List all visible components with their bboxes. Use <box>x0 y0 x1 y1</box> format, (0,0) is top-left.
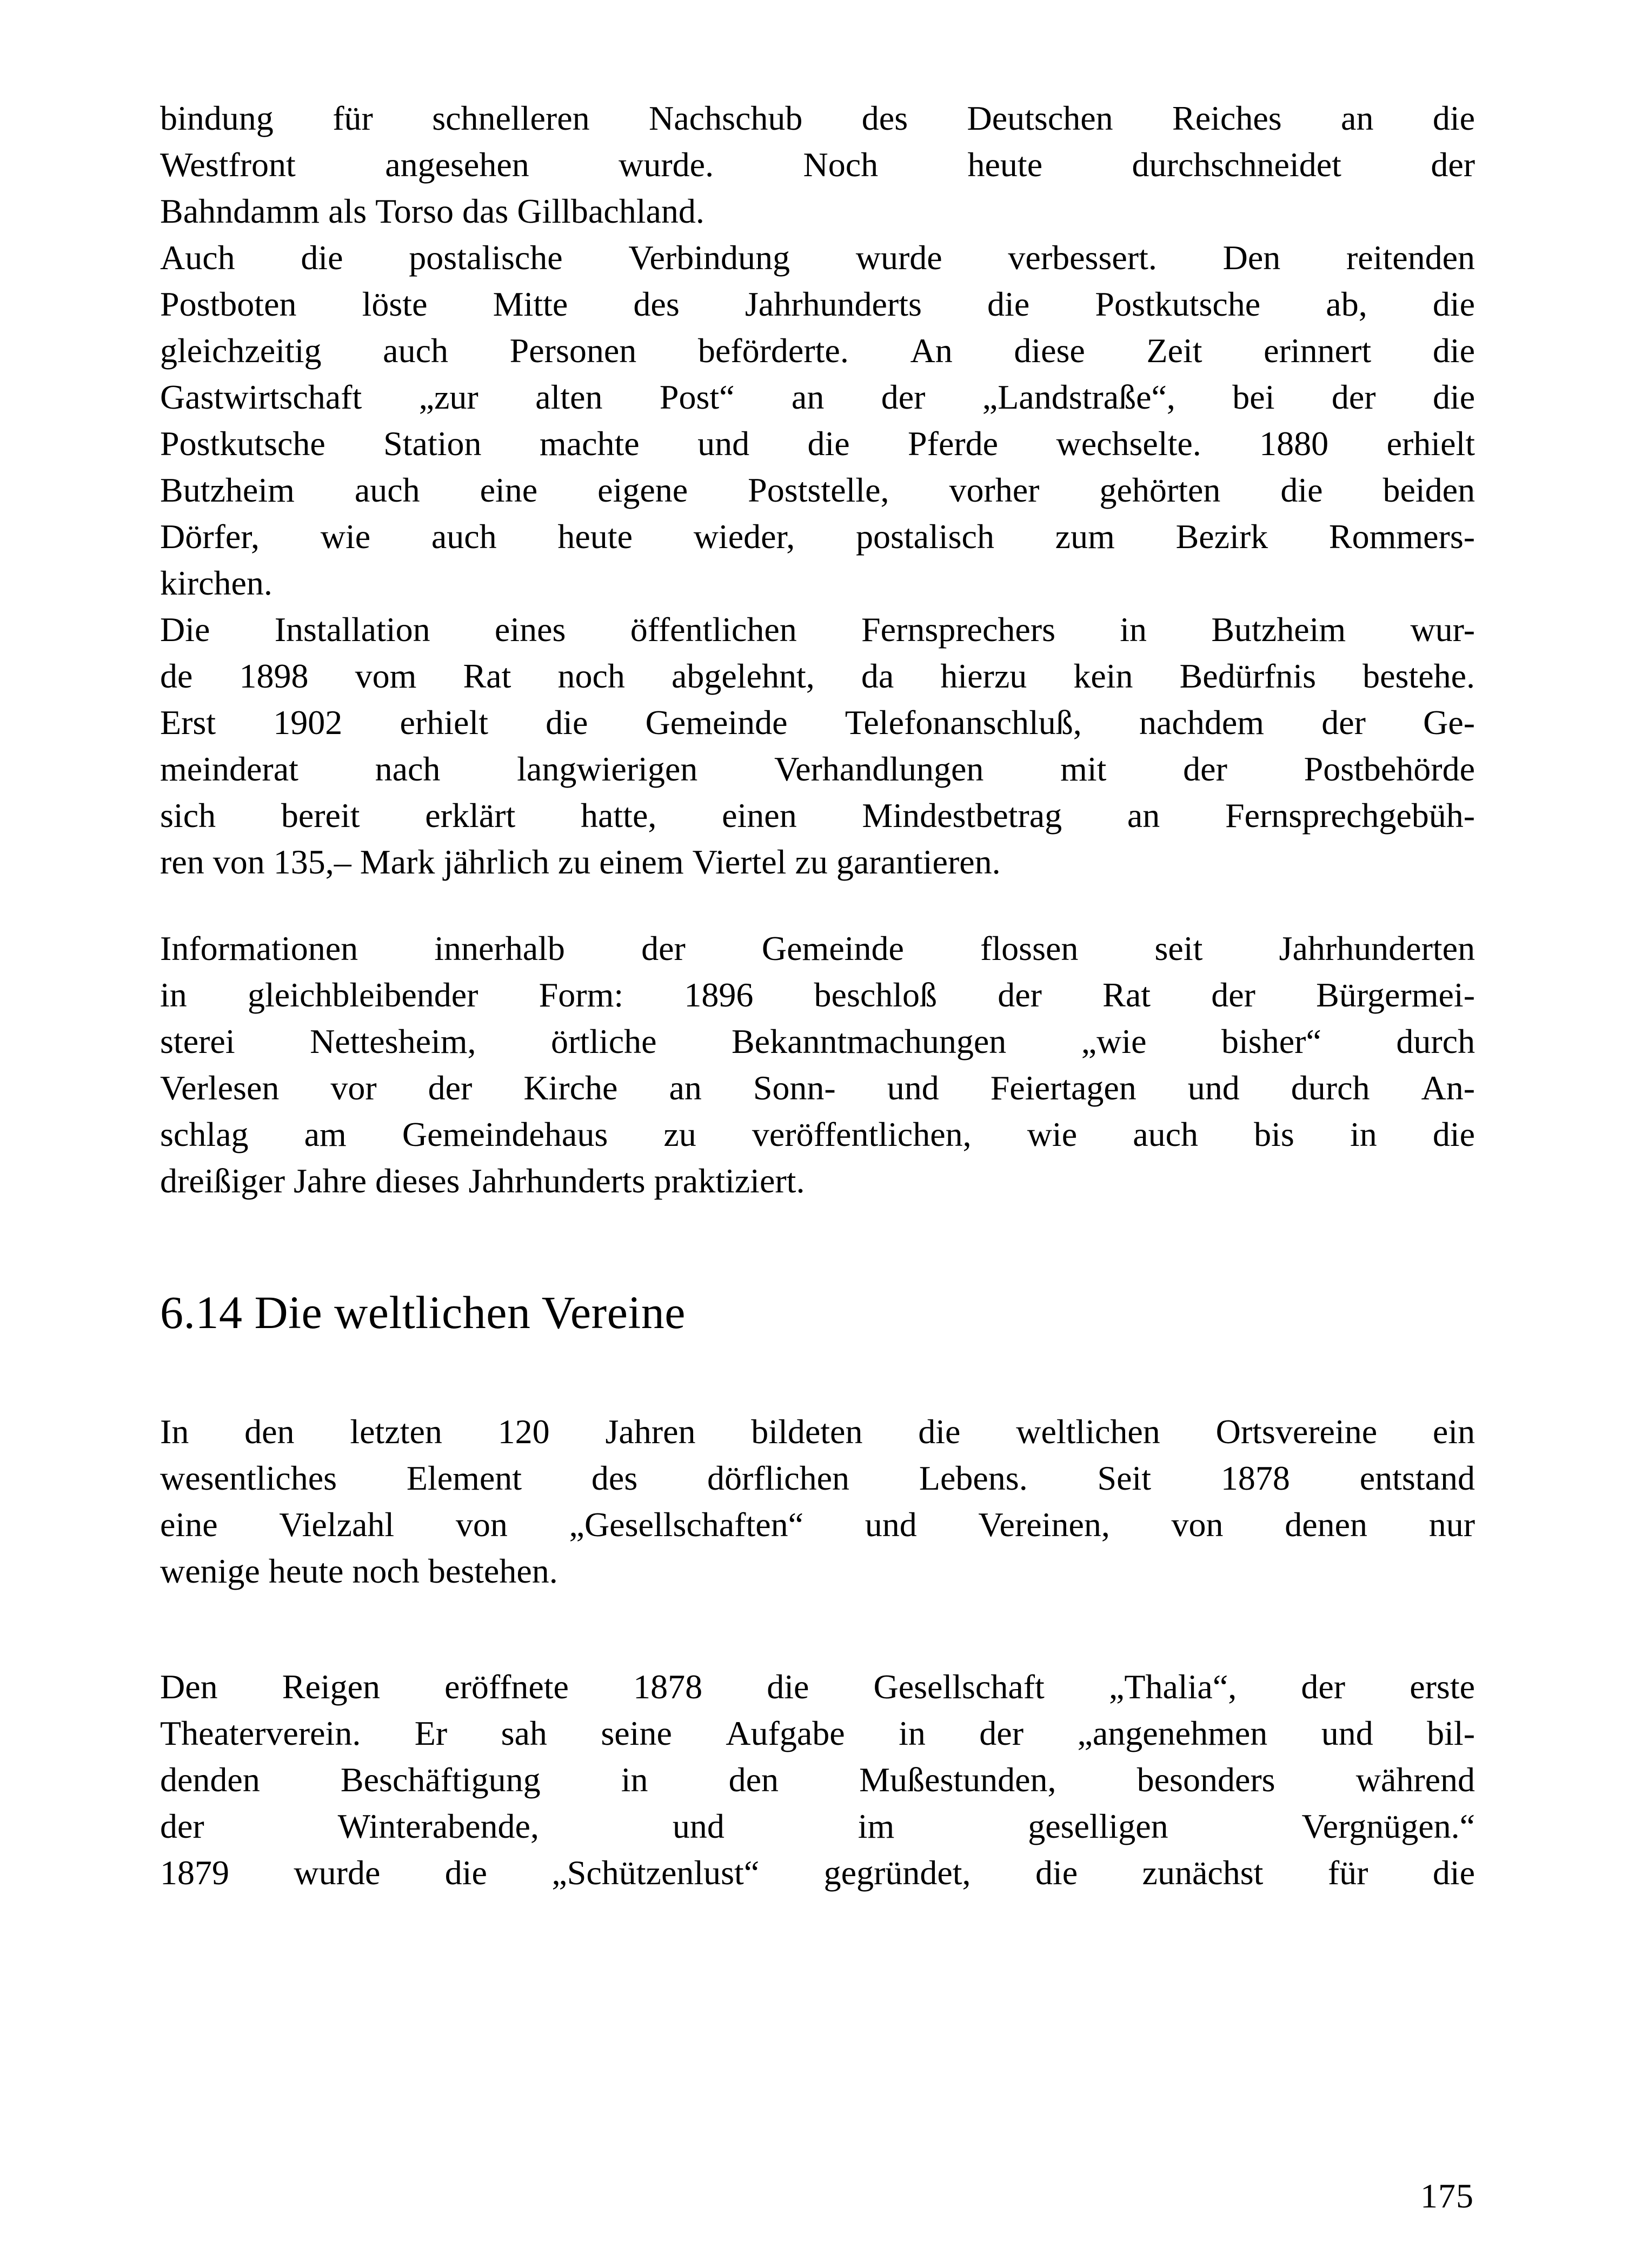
text-line: Auch die postalische Verbindung wurde verbessert. Den reitenden <box>160 238 1476 277</box>
text-line: Die Installation eines öffentlichen Fernsprechers in Butzheim wur- <box>160 610 1475 649</box>
text-line: schlag am Gemeindehaus zu veröffentlichen, wie auch bis in die <box>160 1115 1476 1153</box>
text-line: de 1898 vom Rat noch abgelehnt, da hierzu kein Bedürfnis bestehe. <box>160 657 1475 695</box>
text-line: gleichzeitig auch Personen beförderte. An diese Zeit erinnert die <box>160 331 1475 370</box>
text-line: sich bereit erklärt hatte, einen Mindestbetrag an Fernsprechgebüh- <box>160 796 1476 835</box>
text-line: ren von 135,– Mark jährlich zu einem Viertel zu garantieren. <box>160 843 1001 881</box>
text-line: Verlesen vor der Kirche an Sonn- und Feiertagen und durch An- <box>160 1069 1475 1107</box>
text-line: sterei Nettesheim, örtliche Bekanntmachungen „wie bisher“ durch <box>160 1022 1476 1060</box>
heading-spacer <box>160 1204 1475 1285</box>
body-text-column <box>160 95 1475 1896</box>
text-line: 1879 wurde die „Schützenlust“ gegründet, die zunächst für die <box>160 1853 1476 1892</box>
text-line: Erst 1902 erhielt die Gemeinde Telefonanschluß, nachdem der Ge- <box>160 703 1476 742</box>
page-number: 175 <box>1420 2177 1474 2215</box>
text-line: Butzheim auch eine eigene Poststelle, vorher gehörten die beiden <box>160 471 1476 509</box>
section-heading: 6.14 Die weltlichen Vereine <box>160 1286 686 1338</box>
text-line: dreißiger Jahre dieses Jahrhunderts praktiziert. <box>160 1162 805 1200</box>
text-line: in gleichbleibender Form: 1896 beschloß der Rat der Bürgermei- <box>160 976 1475 1014</box>
paragraph-4 <box>160 925 1475 1204</box>
paragraph-3 <box>160 606 1475 885</box>
paragraph-6 <box>160 1664 1475 1896</box>
text-line: Gastwirtschaft „zur alten Post“ an der „Landstraße“, bei der die <box>160 378 1476 416</box>
text-line: wenige heute noch bestehen. <box>160 1552 558 1590</box>
text-line: Westfront angesehen wurde. Noch heute durchschneidet der <box>160 145 1476 184</box>
text-line: eine Vielzahl von „Gesellschaften“ und Vereinen, von denen nur <box>160 1505 1475 1544</box>
text-line: denden Beschäftigung in den Mußestunden, besonders während <box>160 1760 1476 1799</box>
heading-spacer-below <box>160 1339 1475 1409</box>
paragraph-spacer <box>160 1595 1475 1664</box>
text-line: In den letzten 120 Jahren bildeten die weltlichen Ortsvereine ein <box>160 1412 1476 1451</box>
text-line: Theaterverein. Er sah seine Aufgabe in der „angenehmen und bil- <box>160 1714 1475 1752</box>
text-line: bindung für schnelleren Nachschub des Deutschen Reiches an die <box>160 99 1476 137</box>
paragraph-1 <box>160 95 1475 235</box>
text-line: Den Reigen eröffnete 1878 die Gesellschaft „Thalia“, der erste <box>160 1667 1475 1706</box>
paragraph-5 <box>160 1409 1475 1595</box>
text-line: wesentliches Element des dörflichen Lebens. Seit 1878 entstand <box>160 1459 1476 1497</box>
text-line: Dörfer, wie auch heute wieder, postalisch zum Bezirk Rommers- <box>160 517 1476 556</box>
paragraph-spacer <box>160 885 1475 925</box>
text-line: Postkutsche Station machte und die Pferde wechselte. 1880 erhielt <box>160 424 1476 463</box>
text-line: meinderat nach langwierigen Verhandlungen mit der Postbehörde <box>160 750 1475 788</box>
text-line: Bahndamm als Torso das Gillbachland. <box>160 192 704 230</box>
paragraph-2 <box>160 235 1475 606</box>
text-line: Postboten löste Mitte des Jahrhunderts die Postkutsche ab, die <box>160 285 1476 323</box>
text-line: der Winterabende, und im geselligen Vergnügen.“ <box>160 1807 1476 1845</box>
text-line: kirchen. <box>160 564 272 602</box>
text-line: Informationen innerhalb der Gemeinde flossen seit Jahrhunderten <box>160 929 1476 968</box>
